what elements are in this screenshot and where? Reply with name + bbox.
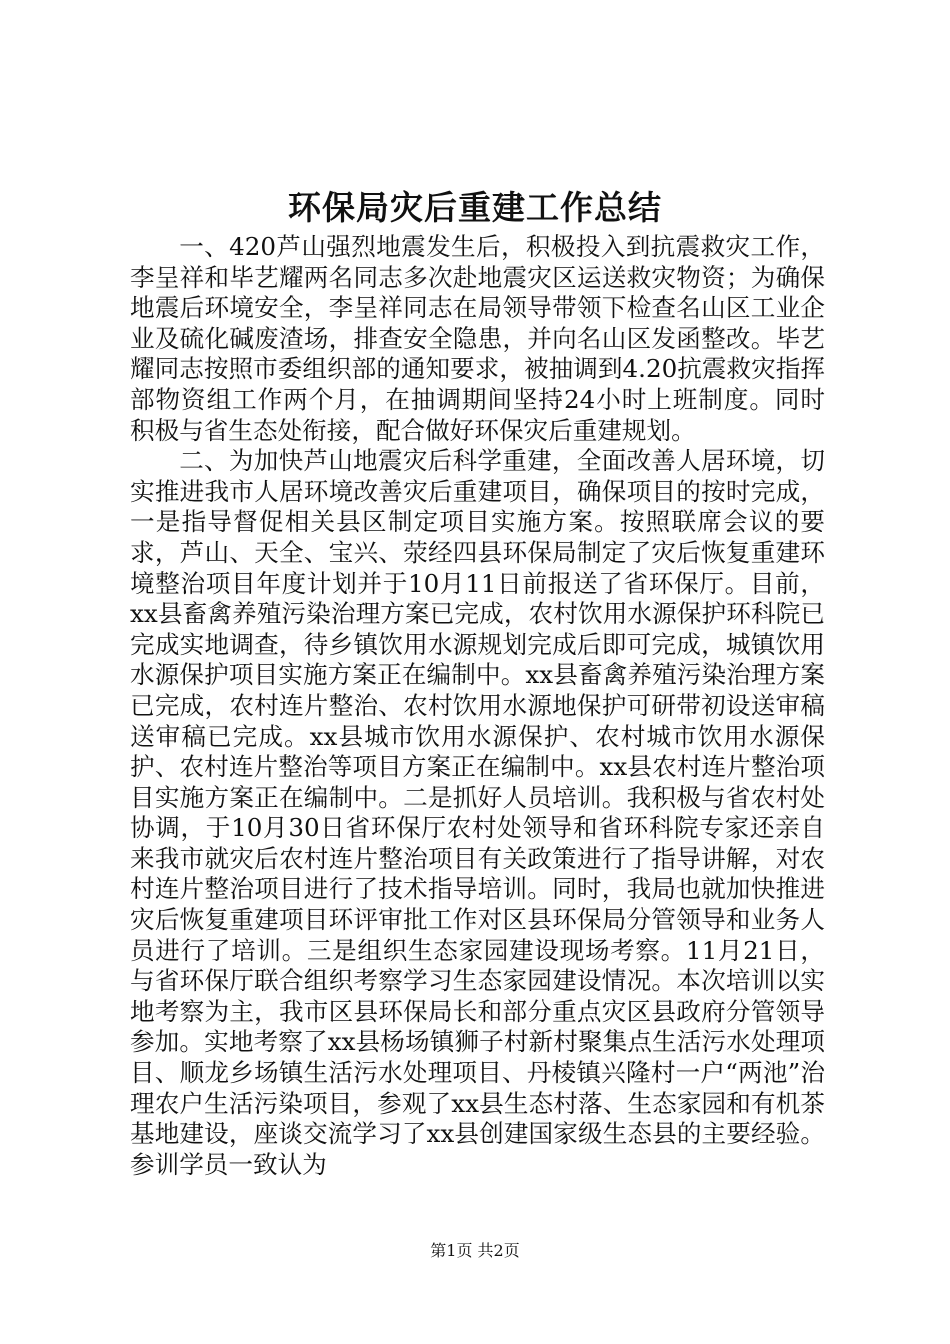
document-body: [130, 232, 825, 1180]
paragraph-2: 二、为加快芦山地震灾后科学重建，全面改善人居环境，切实推进我市人居环境改善灾后重建项目，确保项目的按时完成，一是指导督促相关县区制定项目实施方案。按照联席会议的要求，芦山、天全、宝兴、荥经四县环保局制定了灾后恢复重建环境整治项目年度计划并于10月11日前报送了省环保厅。目前，xx县畜禽养殖污染治理方案已完成，农村饮用水源保护环科院已完成实地调查，待乡镇饮用水源规划完成后即可完成，城镇饮用水源保护项目实施方案正在编制中。xx县畜禽养殖污染治理方案已完成，农村连片整治、农村饮用水源地保护可研带初设送审稿送审稿已完成。xx县城市饮用水源保护、农村城市饮用水源保护、农村连片整治等项目方案正在编制中。xx县农村连片整治项目实施方案正在编制中。二是抓好人员培训。我积极与省农村处协调，于10月30日省环保厅农村处领导和省环科院专家还亲自来我市就灾后农村连片整治项目有关政策进行了指导讲解，对农村连片整治项目进行了技术指导培训。同时，我局也就加快推进灾后恢复重建项目环评审批工作对区县环保局分管领导和业务人员进行了培训。三是组织生态家园建设现场考察。11月21日，与省环保厅联合组织考察学习生态家园建设情况。本次培训以实地考察为主，我市区县环保局长和部分重点灾区县政府分管领导参加。实地考察了xx县杨场镇狮子村新村聚集点生活污水处理项目、顺龙乡场镇生活污水处理项目、丹棱镇兴隆村一户“两池”治理农户生活污染项目，参观了xx县生态村落、生态家园和有机茶基地建设，座谈交流学习了xx县创建国家级生态县的主要经验。参训学员一致认为: [130, 446, 825, 1179]
paragraph-1: 一、420芦山强烈地震发生后，积极投入到抗震救灾工作，李呈祥和毕艺耀两名同志多次赴地震灾区运送救灾物资；为确保地震后环境安全，李呈祥同志在局领导带领下检查名山区工业企业及硫化碱废渣场，排查安全隐患，并向名山区发函整改。毕艺耀同志按照市委组织部的通知要求，被抽调到4.20抗震救灾指挥部物资组工作两个月，在抽调期间坚持24小时上班制度。同时积极与省生态处衔接，配合做好环保灾后重建规划。: [130, 232, 825, 445]
page-number: 第1页 共2页: [430, 1241, 520, 1260]
document-title: 环保局灾后重建工作总结: [288, 188, 662, 227]
